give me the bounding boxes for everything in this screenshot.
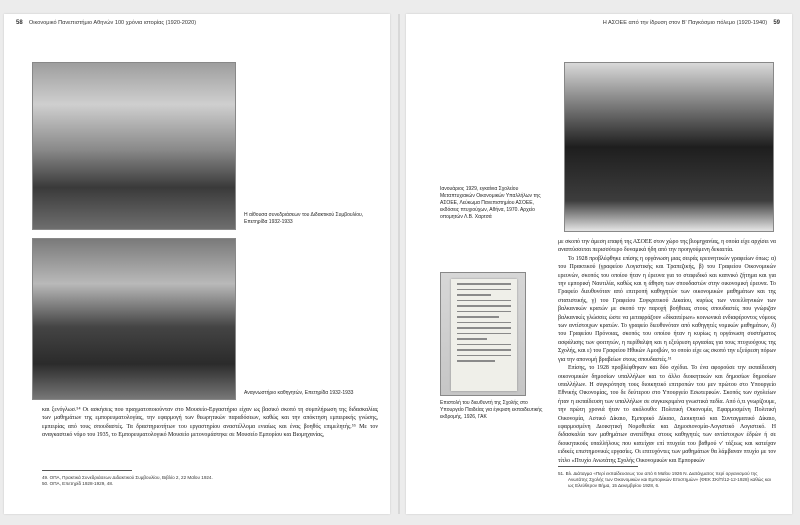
meeting-room-caption: Η αίθουσα συνεδριάσεων του Διδακτικού Συμβουλίου, Επετηρίδα 1932-1933 [244,212,364,225]
left-page [4,14,390,514]
inauguration-caption: Ιανουάριος 1929, εγκαίνια Σχολείου Μεταπτυχιακών Οικονομικών Υπαλλήλων της ΑΣΟΕΕ, Λεύκωμα Πανεπιστημίου ΑΣΟΕΕ, εκδόσεις πτυχιούχων, Αθήνα, 1970. Αρχείο οπομητών Λ.Β. Χαρτσά [440,186,541,220]
left-body-text: και ξενόγλωσ.⁵⁴ Οι ασκήσεις που πραγματοποιούνταν στο Μουσείο-Εργαστήριο είχαν ως βασικό σκοπό τη συμπλήρωση της διδασκαλίας των μαθημάτων της εμπορευματολογίας, την εφαρμογή των θεωρητικών παραδόσεων, καθώς και την απόκτηση εμπειρικής γνώσης, εμπειρίας από τους σπουδαστές. Τα δραστηριοτήτων του εργαστηρίου αναστέλλομα ενιαίως και ένας βοηθός επιμελητής.⁵⁵ Με τον αναγκαστικό νόμο του 1935, το Εμπορευματολογικό Μουσείο μετονομάστηκε σε Μουσείο Εμπορίου και Βιομηχανίας, [42,407,378,439]
left-page-number: 58 [16,20,23,26]
footnote-50: 50. ΟΠΑ, Επετηρίδ 1928-1929, 48. [42,481,114,487]
right-page-number: 59 [773,20,780,26]
left-footnotes [42,475,378,487]
left-footnote-rule [42,470,132,471]
right-body-text [558,238,776,465]
right-paragraph-2: Το 1928 προβλέφθηκε επίσης η οργάνωση μιας σειράς ερευνητικών γραφείων όπως: α) του Πρακτικού (γραφείου Λογιστικής και Τραπεζικής, β) του Γραφείου Οικονομικών ερευνών, σκοπός του οποίου ήταν η έρευνα για το σταφιδικό και καπνικό ζήτημα και για την εμπορική Ναυτιλία, καθώς και η άθηση των σπουδαστών στην οικονομική έρευνα. Το Γραφείο διευθυνόταν από επιτροπή καθηγητών των οικονομικών μαθημάτων και της στατιστικής, γ) του Γραφείου Συγκριτικού Δικαίου, κυρίως των νεοελληνικών των βαλκανικών κρατών με σκοπό την παροχή βοήθειας στους σπουδαστές που γνώριζαν βαλκανικές γλώσσες ώστε να μεταφράζουν «δίκαιτέρων» κοινωνικά ενδιαφέροντος νόμους των αντίστοιχων κρατών. Το γραφείο διευθυνόταν από καθηγητές νομικών μαθημάτων, δ) του Γραφείου Πρόνοιας, σκοπός του οποίου ήταν η κυρίως η οργάνωση συστήματος ασφάλισης των φοιτητών, η περίθαλψη και η εξεύρεση εργασίας για τους πτυχιούχους της Σχολής, και ε) του Γραφείου Ηθικών Αμοιβών, το οποίο είχε ως σκοπό την εξεύρεση πόρων για την απονομή βραβείων στους σπουδαστές.⁵¹ [558,255,776,363]
letter-document-image [451,279,517,391]
reading-room-photo [32,238,236,400]
footnote-51: 51. Βλ. Διάταγμα «Περί εκπαίδευσεως του από 6 Μαΐου 1926 Ν. Διατάγματος περί οργανισμού της Ανωτάτης Σχολής των Οικονομικών και Εμπορικών Επιστημών» (ΦΕΚ ΣΚ/Π/12-12-1928) καθώς και ως Ελεύθερον Βήμα, 15 Δεκεμβρίου 1928, 6. [558,471,771,489]
footnote-49: 49. ΟΠΑ, Πρακτικά Συνεδριάσεων Διδακτικού Συμβουλίου, Βιβλίο 2, 22 Μαΐου 1924. [42,475,213,480]
right-page [406,14,792,514]
book-gutter [398,14,400,514]
right-paragraph-1: με σκοπό την άμεση επαφή της ΑΣΟΕΕ στον χώρο της βιομηχανίας, η οποία είχε αρχίσει να αναπτύσσεται περισσότερο δυναμικά ήδη από την προηγούμενη δεκαετία. [558,239,776,254]
right-footnotes [558,471,776,490]
letter-caption: Επιστολή του διευθυντή της Σχολής στο Υπουργείο Παιδείας για έγκριση εκπαιδευτικής εκδρομής, 1926, ΓΑΚ [440,400,543,420]
reading-room-caption: Αναγνωστήριο καθηγητών, Επετηρίδα 1932-1933 [244,390,354,396]
inauguration-photo [564,62,774,232]
right-running-title: Η ΑΣΟΕΕ από την ίδρυση στον Β' Παγκόσμιο πόλεμο (1920-1940) [602,20,768,26]
right-footnote-rule [558,466,638,467]
right-paragraph-3: Επίσης, το 1928 προβλέφθηκαν και δύο σχέδια. Το ένα αφορούσε την εκπαίδευση οικονομικών δημοσίων υπαλλήλων και το άλλο διοικητικών και δημοσίων δημοσίων υπαλλήλων. Η συγκρότηση τους διοικητικό επιτροπών του μεν πρώτου στο Υπουργείο Εθνικής Οικονομίας, του δε δεύτερου στο Υπουργείο Εσωτερικών. Σκοπός των σχολείων ήταν η εκπαίδευση των υπαλλήλων σε συγκεκριμένα γνωστικά πεδία. Από ό,τι γνωρίζουμε, την πρώτη χρονιά ήταν το ακόλουθο: Πολιτική Οικονομία, Εφαρμοσμένη Πολιτική Οικονομία, Αστικό Δίκαιο, Εμπορικό Δίκαιο, Διοικητικό και Συνταγματικό Δίκαιο, εφαρμοσμένη Διοικητική Νομοθεσία και Δημοσιονομία-Λογιστικό Λογιστικό. Η διδασκαλία των μαθημάτων ανατέθηκε στους καθηγητές των αντίστοιχων έδρών ή σε διοικητικούς υπαλλήλους που κατείχαν επί πτυχεία του βαθμού ν' τάξεως και κατείχαν ειδικές επιστημονικές εργασίες. Οι επιτυχόντες των μαθημάτων θα λάμβαναν πτυχίο με τον τίτλο «Πτυχίο Ανωτάτης Σχολής Οικονομικών και Εμπορικών [558,365,776,464]
right-running-head [603,20,780,26]
meeting-room-photo [32,62,236,230]
left-running-head [16,20,196,26]
letter-photo [440,272,526,396]
left-running-title: Οικονομικό Πανεπιστήμιο Αθηνών 100 χρόνια ιστορίας (1920-2020) [28,20,197,26]
